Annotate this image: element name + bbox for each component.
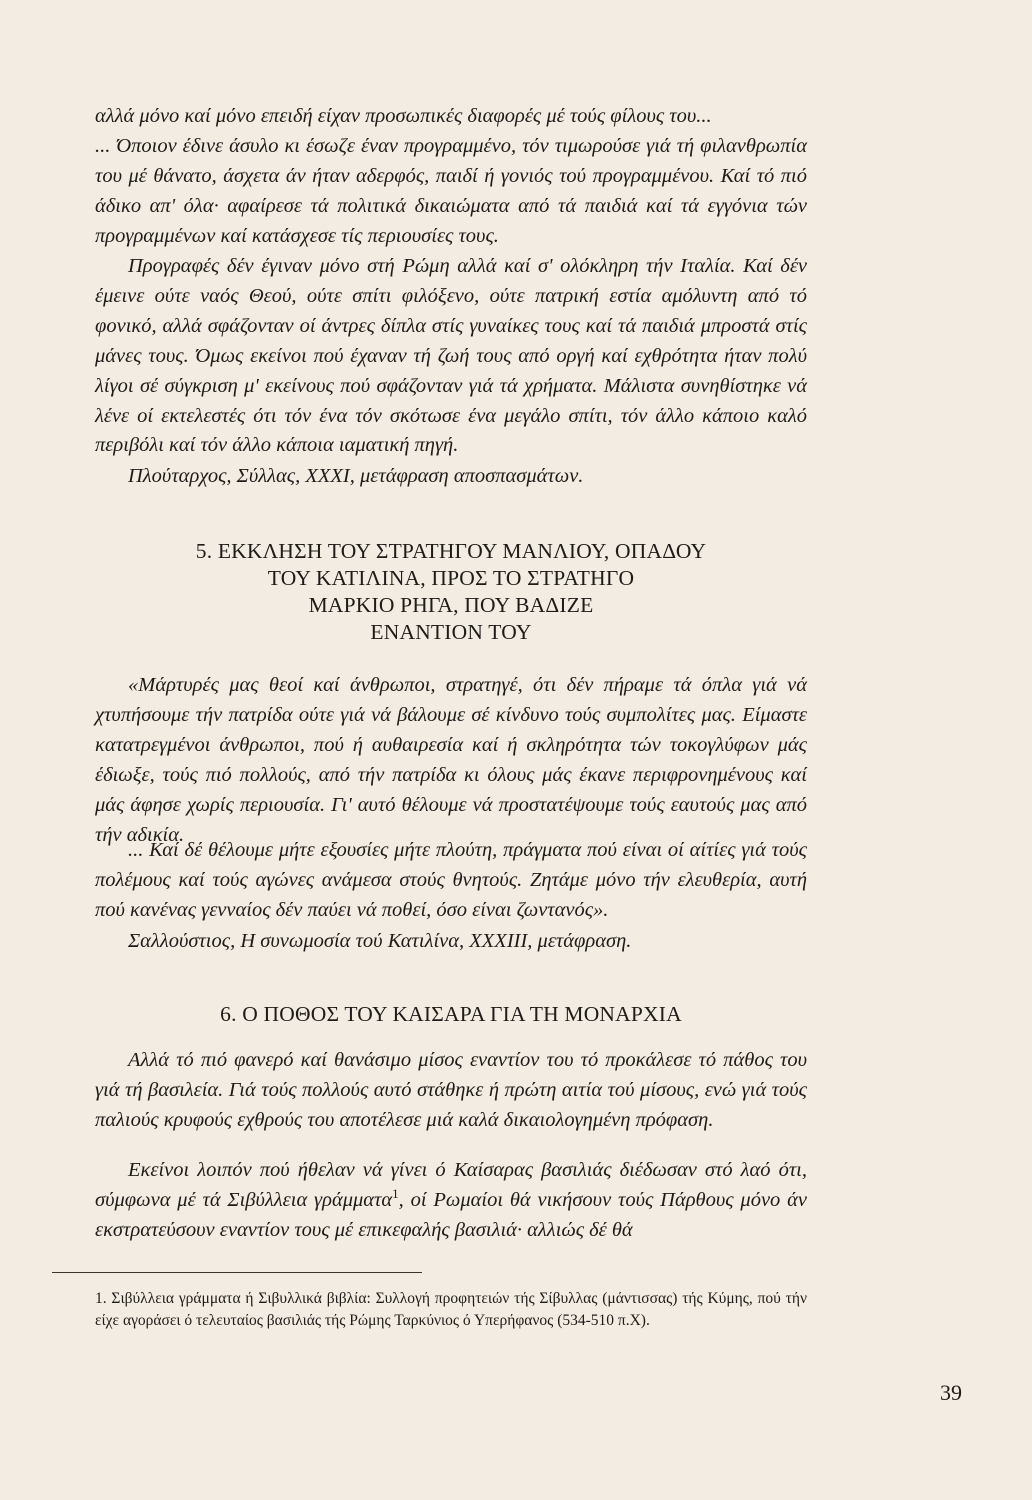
passage1-paragraph: ... Όποιον έδινε άσυλο κι έσωζε έναν προγραμμένο, τόν τιμωρούσε γιά τή φιλανθρωπία του μέ θάνατο, άσχετα άν ήταν αδερφός, παιδί ή γονιός τού προγραμμένου. Καί τό πιό άδικο απ' όλα· αφαίρεσε τά πολιτικά δικαιώματα από τά παιδιά καί τά εγγόνια τών προγραμμένων καί κατάσχεσε τίς περιουσίες τους. xyxy=(95,135,807,247)
footnote-text: 1. Σιβύλλεια γράμματα ή Σιβυλλικά βιβλία: Συλλογή προφητειών τής Σίβυλλας (μάντισσας) τής Κύμης, πού τήν είχε αγοράσει ό τελευταίος βασιλιάς τής Ρώμης Ταρκύνιος ό Υπερήφανος (534-510 π.Χ). xyxy=(95,1290,807,1329)
heading-line: ΕΝΑΝΤΙΟΝ ΤΟΥ xyxy=(370,620,532,644)
passage1-paragraph: Προγραφές δέν έγιναν μόνο στή Ρώμη αλλά καί σ' ολόκληρη τήν Ιταλία. Καί δέν έμεινε ούτε ναός Θεού, ούτε σπίτι φιλόξενο, ούτε πατρική εστία αμόλυντη από τό φονικό, αλλά σφάζονταν οί άντρες δίπλα στίς γυναίκες τους καί τά παιδιά μπροστά στίς μάνες τους. Όμως εκείνοι πού έχαναν τή ζωή τους από οργή καί εχθρότητα ήταν πολύ λίγοι σέ σύγκριση μ' εκείνους πού σφάζονταν γιά τά χρήματα. Μάλιστα συνηθίστηκε νά λένε οί εκτελεστές ότι τόν ένα τόν σκότωσε ένα μεγάλο σπίτι, τόν άλλο κάποιο καλό περιβόλι καί τόν άλλο κάποια ιαματική πηγή. xyxy=(95,255,807,457)
section5-paragraph: «Μάρτυρές μας θεοί καί άνθρωποι, στρατηγέ, ότι δέν πήραμε τά όπλα γιά νά χτυπήσουμε τήν πατρίδα ούτε γιά νά βάλουμε σέ κίνδυνο τούς συμπολίτες μας. Είμαστε κατατρεγμένοι άνθρωποι, πού ή αυθαιρεσία καί ή σκληρότητα τών τοκογλύφων μάς έδιωξε, τούς πιό πολλούς, από τήν πατρίδα κι όλους μάς έκανε περιφρονημένους καί μάς άφησε χωρίς περιουσία. Γι' αυτό θέλουμε νά προστατέψουμε τούς εαυτούς μας από τήν αδικία. xyxy=(95,674,807,846)
section5-paragraph: ... Καί δέ θέλουμε μήτε εξουσίες μήτε πλούτη, πράγματα πού είναι οί αίτίες γιά τούς πολέμους καί τούς αγώνες ανάμεσα στούς θνητούς. Ζητάμε μόνο τήν ελευθερία, αυτή πού κανένας γενναίος δέν παύει νά ποθεί, όσο είναι ζωντανός». xyxy=(95,839,807,921)
section6-heading: 6. Ο ΠΟΘΟΣ ΤΟΥ ΚΑΙΣΑΡΑ ΓΙΑ ΤΗ ΜΟΝΑΡΧΙΑ xyxy=(220,1002,682,1026)
paragraph-text: Εκείνοι λοιπόν πού ήθελαν νά γίνει ό Καίσαρας βασιλιάς διέδωσαν στό λαό ότι, σύμφωνα μέ τά Σιβύλλεια γράμματα xyxy=(95,1159,807,1211)
heading-line: ΤΟΥ ΚΑΤΙΛΙΝΑ, ΠΡΟΣ ΤΟ ΣΤΡΑΤΗΓΟ xyxy=(267,566,635,590)
section5-heading xyxy=(95,538,807,646)
passage1-citation: Πλούταρχος, Σύλλας, XXXI, μετάφραση αποσπασμάτων. xyxy=(128,465,584,487)
passage1-opening: αλλά μόνο καί μόνο επειδή είχαν προσωπικές διαφορές μέ τούς φίλους του... xyxy=(95,105,712,127)
paragraph-text: , οί Ρωμαίοι θά νικήσουν τούς Πάρθους μόνο άν εκστρατεύσουν εναντίον τους μέ επικεφαλής βασιλιά· αλλιώς δέ θά xyxy=(95,1188,807,1241)
footnote-rule xyxy=(52,1272,422,1273)
page-number: 39 xyxy=(940,1380,962,1405)
footnote-marker: 1 xyxy=(392,1186,399,1202)
heading-line: 5. ΕΚΚΛΗΣΗ ΤΟΥ ΣΤΡΑΤΗΓΟΥ ΜΑΝΛΙΟΥ, ΟΠΑΔΟΥ xyxy=(195,539,707,563)
section5-citation: Σαλλούστιος, Η συνωμοσία τού Κατιλίνα, XXXIII, μετάφραση. xyxy=(128,930,632,952)
heading-line: ΜΑΡΚΙΟ ΡΗΓΑ, ΠΟΥ ΒΑΔΙΖΕ xyxy=(308,593,594,617)
section6-paragraph xyxy=(95,1156,807,1246)
section6-paragraph: Αλλά τό πιό φανερό καί θανάσιμο μίσος εναντίον του τό προκάλεσε τό πάθος του γιά τή βασιλεία. Γιά τούς πολλούς αυτό στάθηκε ή πρώτη αιτία τού μίσους, ενώ γιά τούς παλιούς κρυφούς εχθρούς του αποτέλεσε μιά καλά δικαιολογημένη πρόφαση. xyxy=(95,1049,807,1131)
